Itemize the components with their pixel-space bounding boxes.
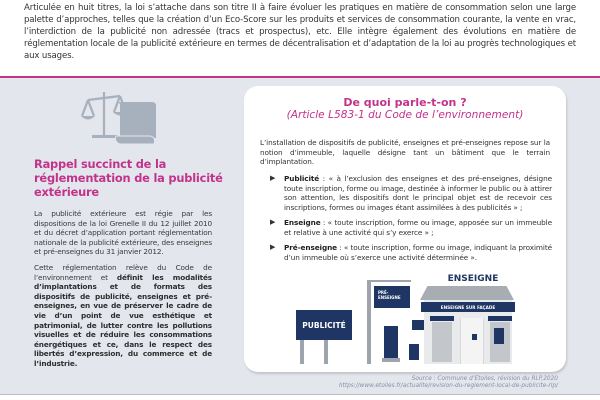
pre-enseigne-sign <box>374 286 410 308</box>
pre-sign-arm <box>367 280 411 282</box>
bullet-arrow-icon: ▶ <box>270 218 276 226</box>
card-intro: L’installation de dispositifs de publicité, enseignes et pré-enseignes repose sur la notion d’immeuble, laquelle désigne tant un bâtiment que le terrain d’implantation. <box>260 138 550 166</box>
definition-item-publicite <box>270 174 552 212</box>
shop-door <box>460 318 484 364</box>
shop-label: ENSEIGNE <box>447 274 499 284</box>
awning-left <box>430 316 454 321</box>
left-paragraph-2-emphasis: définit les modalités d’implantations et de formats des dispositifs de publicité, enseignes et pré-enseignes, en vue de préserver le cadre de vie d’un point de vue esthétique et patrimonial, de lutter contre les pollutions visuelles et de réduire les consommations énergétiques et ce, dans le respect des libertés d’expression, du commerce et de l’industrie. <box>34 272 212 368</box>
bottom-divider <box>0 394 600 395</box>
billboard-publicite <box>296 310 352 340</box>
awning-right <box>488 316 512 321</box>
definition-term: Enseigne <box>284 218 321 227</box>
facade-sign-label: ENSEIGNE SUR FAÇADE <box>440 304 496 310</box>
intro-paragraph: Articulée en huit titres, la loi s’attache dans son titre II à faire évoluer les pratiques en matière de consommation selon une large palette d’approches, telles que la création d’un Eco-Score sur les produits et services de consommation courante, la vente en vrac, l’interdiction de la publicité non adressée (tracs et prospectus), etc. Elle intègre également des évolutions en matière de réglementation locale de la publicité extérieure en termes de décentralisation et d’adaptation de la loi au progrès technologiques et aux usages. <box>24 3 576 61</box>
definition-text: : « toute inscription, forme ou image, apposée sur un immeuble et relative à une activité qui s’y exerce » ; <box>284 218 552 237</box>
projecting-sign <box>412 320 424 330</box>
window-poster <box>494 328 504 344</box>
definition-text: : « toute inscription, forme ou image, indiquant la proximité d’un immeuble où s’exerce une activité déterminée ». <box>284 243 552 262</box>
scale-of-justice-document-icon <box>80 90 162 146</box>
billboard-label: PUBLICITÉ <box>302 320 346 330</box>
door-sign <box>472 334 477 340</box>
sandwich-board <box>409 344 419 360</box>
left-paragraph-2-start: Cette réglementation relève du Code de l’environnement et <box>34 262 212 282</box>
source-line: Source : Commune d’Etoiles, révision du RLP,2020 <box>411 376 558 382</box>
shop-roof <box>420 286 514 300</box>
definition-term: Pré-enseigne <box>284 243 338 252</box>
pre-sign-pole <box>367 280 371 364</box>
billboard-post <box>324 340 328 364</box>
totem-sign <box>384 326 398 358</box>
pre-sign-label-line1: PRÉ- <box>378 290 389 295</box>
left-paragraph-2 <box>34 263 212 369</box>
card-subtitle: (Article L583-1 du Code de l’environnement) <box>286 109 524 121</box>
pre-sign-label-line2: ENSEIGNE <box>378 295 401 300</box>
bullet-arrow-icon: ▶ <box>270 174 276 182</box>
shop-window-left <box>432 322 452 362</box>
left-section-title: Rappel succinct de la réglementation de la publicité extérieure <box>34 157 223 199</box>
card-title: De quoi parle-t-on ? <box>343 96 467 109</box>
left-paragraph-1: La publicité extérieure est régie par les dispositions de la loi Grenelle II du 12 juillet 2010 et du décret d’application portant réglementation nationale de la publicité extérieure, des enseignes et pré-enseignes du 31 janvier 2012. <box>34 209 212 257</box>
bullet-arrow-icon: ▶ <box>270 243 276 251</box>
source-url[interactable]: https://www.etoiles.fr/actualite/revision-du-reglement-local-de-publicite-rlp/ <box>338 383 558 389</box>
definition-text: : « à l’exclusion des enseignes et des pré-enseignes, désigne toute inscription, forme ou image, destinée à informer le public ou à attirer son attention, les dispositifs dont le principal objet est de recevoir ces inscriptions, formes ou images étant assimilées à des publicités » ; <box>284 174 552 212</box>
definition-item-pre-enseigne <box>270 243 552 262</box>
definition-card <box>244 86 566 372</box>
source-citation <box>339 376 558 390</box>
definition-term: Publicité <box>284 174 320 183</box>
signage-illustration <box>284 276 534 364</box>
left-section-body <box>34 209 212 375</box>
definition-list <box>270 174 552 268</box>
billboard-post <box>300 340 304 364</box>
facade-sign <box>421 302 515 312</box>
totem-base <box>382 358 400 362</box>
definition-item-enseigne <box>270 218 552 237</box>
